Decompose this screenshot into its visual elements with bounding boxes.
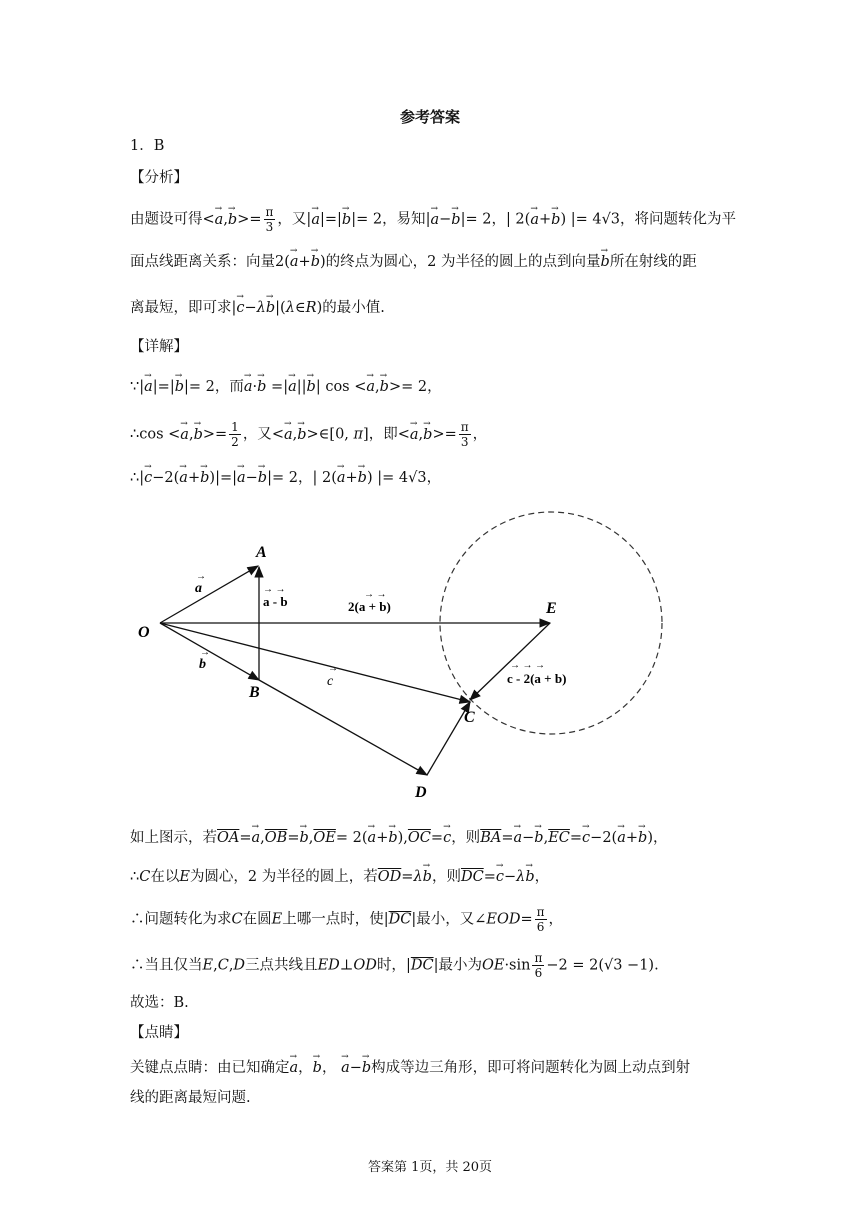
answer-line: 1．B: [130, 138, 165, 154]
after-line-3: ∴问题转化为求C在圆E上哪一点时，使$|\overline{DC}|$最小，又∠EOD= $\frac{\pi}{6}$ ，: [130, 905, 564, 934]
point-c-label: C: [464, 709, 475, 726]
after-line-1: 如上图示，若$\overline{OA}=\to a,\overline{OB}=\to b,\overline{OE}= 2(\to a+\to b),\overline{OC}=\to c$，则$\overline{BA}=\to a-\to b,\overline{EC}=\to c-2(\to a+\to b)$，: [130, 828, 668, 848]
vector-oc: [160, 623, 470, 702]
detail-line-2: ∴cos <→ a,→ b>= $\frac{1}{2}$ ，又<→ a,→ b>∈[0, π]，即<→ a,→ b>= $\frac{\pi}{3}$ ，: [130, 420, 487, 449]
detail-line-1: ∵|→ a|=|→ b|= 2，而→ a·→ b =|→ a||→ b| cos <→ a,→ b>= 2，: [130, 377, 442, 397]
label-b-arrow: →: [200, 647, 210, 658]
analysis-line-2: 面点线距离关系：向量2(→ a+→ b)的终点为圆心，2 为半径的圆上的点到向量→ b所在射线的距: [130, 252, 697, 272]
label-2ab-arrows: → →: [364, 589, 387, 600]
after-line-4: ∴当且仅当E,C,D三点共线且ED⊥OD时，$|\overline{DC}|$最小为OE·sin $\frac{\pi}{6}$ −2 = 2(√3 −1).: [130, 951, 659, 980]
page-title: 参考答案: [399, 108, 460, 126]
label-a-minus-b-arrows: → →: [263, 584, 286, 595]
after-line-2: ∴C在以E为圆心，2 为半径的圆上，若$\overline{OD}=\lambda\to b$，则$\overline{DC}=\to c-\lambda\to b$，: [130, 867, 549, 887]
point-a-label: A: [256, 544, 267, 561]
point-o-label: O: [138, 624, 150, 641]
section-detail: 【详解】: [130, 339, 188, 355]
vector-oa: [160, 566, 258, 623]
label-c2ab: c - 2(a + b): [507, 671, 567, 686]
after-line-6: 关键点点睛：由已知确定→ a，→ b， → a−→ b构成等边三角形，即可将问题转化为圆上动点到射: [130, 1058, 690, 1078]
point-e-label: E: [546, 600, 557, 617]
vector-od: [259, 680, 427, 775]
point-b-label: B: [249, 684, 260, 701]
label-c-arrow: →: [328, 663, 338, 674]
analysis-line-3: 离最短，即可求|→ c−λ→ b|(λ∈R)的最小值.: [130, 298, 385, 318]
label-c2ab-arrows: → → →: [510, 660, 545, 671]
label-2ab: 2(a + b): [348, 599, 391, 614]
section-comment: 【点睛】: [130, 1025, 188, 1041]
label-b: b: [199, 657, 206, 672]
detail-line-3: ∴|→ c−2(→ a+→ b)|=|→ a−→ b|= 2，| 2(→ a+→ b) |= 4√3，: [130, 468, 441, 488]
label-c: c: [327, 674, 334, 689]
label-a-minus-b: a - b: [263, 594, 288, 609]
label-a: a: [195, 581, 202, 596]
after-line-7: 线的距离最短问题.: [130, 1090, 251, 1106]
page-footer: 答案第 1页，共 20页: [367, 1160, 493, 1175]
section-analysis: 【分析】: [130, 170, 188, 186]
after-line-5: 故选：B.: [130, 995, 189, 1011]
point-d-label: D: [415, 784, 427, 801]
analysis-line-1: 由题设可得<→ a,→ b>= $\frac{\pi}{3}$ ，又|→ a|=|→ b|= 2，易知|→ a−→ b|= 2，| 2(→ a+→ b) |= 4√3，将问题转化为平: [130, 205, 736, 234]
label-a-arrow: →: [196, 571, 206, 582]
